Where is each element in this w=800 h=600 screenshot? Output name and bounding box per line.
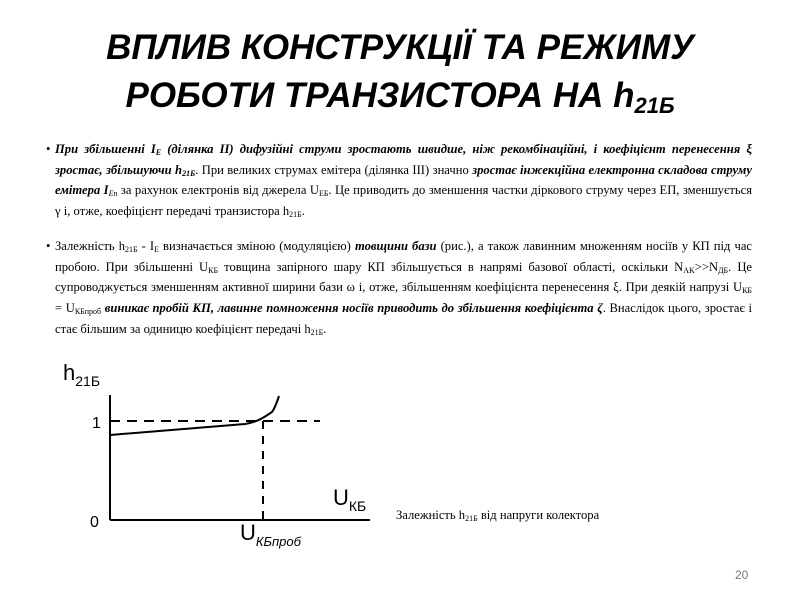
breakdown-voltage-label: $U_{КБпроб}$ xyxy=(240,520,301,549)
title-line-1: ВПЛИВ КОНСТРУКЦІЇ ТА РЕЖИМУ xyxy=(106,28,694,67)
x-axis-label: $U_{КБ}$ xyxy=(333,485,367,514)
y-axis-label: $h_{21Б}$ xyxy=(63,360,101,389)
title-line-2: РОБОТИ ТРАНЗИСТОРА НА $h_{21Б}$ xyxy=(125,76,675,118)
y-tick-one: 1 xyxy=(92,415,101,432)
bullet: • xyxy=(46,239,51,253)
paragraph-base-width-modulation: • Залежність $h_{21Б} - I_E$ визначається зміною (модуляцією) товщини бази (рис.), а також лавинним множенням носіїв у КП під час пробою. При збільшенні $U_{КБ}$ товщина запірного шару КП збільшується в напрямі базової області, оскільки $N_{AK}>>N_{ДБ}$. Це супроводжується зменшенням активної ширини бази ω і, отже, збільшенням коефіцієнта перенесення ξ. При деякій напрузі $U_{КБ} = U_{КБпроб}$ виникає пробій КП, лавинне помноження носіїв приводить до збільшення коефіцієнта ζ. Внаслідок цього, зростає і стає більшим за одиницю коефіцієнт передачі $h_{21Б}$. xyxy=(46,239,752,337)
page-number: 20 xyxy=(735,568,749,582)
h21b-curve xyxy=(110,396,279,435)
figure-caption: Залежність $h_{21Б}$ від напруги колектора xyxy=(396,508,600,523)
bullet: • xyxy=(46,142,51,156)
paragraph-effect-of-emitter-current: • При збільшенні $I_E$ (ділянка II) дифузійні струми зростають швидше, ніж рекомбінаційні, і коефіцієнт перенесення ξ зростає, збільшуючи $h_{21Б}$. При великих струмах емітера (ділянка III) значно зростає інжекційна електронна складова струму емітера $I_{En}$ за рахунок електронів від джерела $U_{ЕБ}$. Це приводить до зменшення частки діркового струму через ЕП, зменшується γ і, отже, коефіцієнт передачі транзистора $h_{21Б}$. xyxy=(46,142,753,220)
origin-label: 0 xyxy=(90,514,99,531)
